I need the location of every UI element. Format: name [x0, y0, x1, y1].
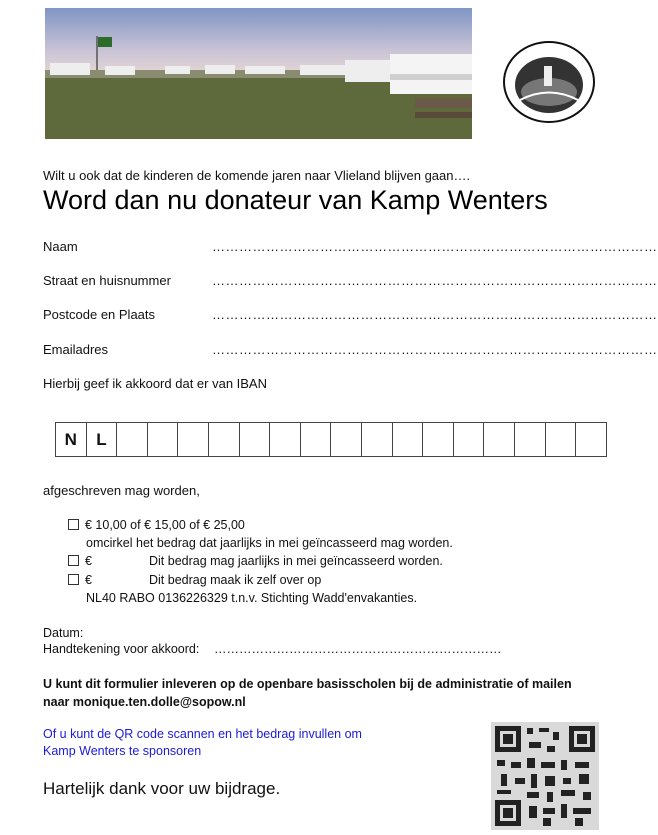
option-custom-euro: € — [85, 554, 92, 568]
iban-cell[interactable] — [576, 423, 607, 457]
wadden-vakanties-logo — [490, 30, 608, 130]
handtekening-line[interactable]: …………………………………………………………… — [214, 642, 502, 656]
option-fixed-label: € 10,00 of € 15,00 of € 25,00 — [85, 518, 245, 532]
iban-cell[interactable] — [484, 423, 515, 457]
iban-cell[interactable] — [392, 423, 423, 457]
option-transfer — [68, 573, 92, 587]
field-label-straat: Straat en huisnummer — [43, 273, 171, 288]
iban-cell[interactable] — [147, 423, 178, 457]
iban-cell[interactable] — [545, 423, 576, 457]
iban-cell[interactable] — [300, 423, 331, 457]
option-fixed-checkbox[interactable] — [68, 519, 79, 530]
field-line-email[interactable]: ……………………………………………………………………………………… — [212, 342, 658, 357]
iban-cell[interactable] — [514, 423, 545, 457]
iban-intro: Hierbij geef ik akkoord dat er van IBAN — [43, 376, 267, 391]
afgeschreven-text: afgeschreven mag worden, — [43, 483, 200, 498]
option-fixed-sub: omcirkel het bedrag dat jaarlijks in mei geïncasseerd mag worden. — [86, 536, 453, 550]
iban-cell: L — [86, 423, 117, 457]
option-transfer-euro: € — [85, 573, 92, 587]
datum-label: Datum: — [43, 626, 84, 640]
qr-text-line1: Of u kunt de QR code scannen en het bedrag invullen om — [43, 727, 362, 741]
qr-code[interactable] — [491, 722, 599, 830]
option-custom-amount — [68, 554, 92, 568]
iban-cell: N — [56, 423, 87, 457]
intro-text: Wilt u ook dat de kinderen de komende jaren naar Vlieland blijven gaan…. — [43, 168, 471, 183]
field-line-postcode[interactable]: ……………………………………………………………………………………… — [212, 307, 658, 322]
field-label-email: Emailadres — [43, 342, 109, 357]
option-transfer-sub: NL40 RABO 0136226329 t.n.v. Stichting Wadd'envakanties. — [86, 591, 418, 605]
option-custom-checkbox[interactable] — [68, 555, 79, 566]
iban-cell[interactable] — [178, 423, 209, 457]
option-transfer-label: Dit bedrag maak ik zelf over op — [149, 573, 322, 587]
iban-cell[interactable] — [239, 423, 270, 457]
iban-cell[interactable] — [361, 423, 392, 457]
iban-cell[interactable] — [117, 423, 148, 457]
iban-cell[interactable] — [331, 423, 362, 457]
camp-panorama-photo — [45, 8, 472, 139]
handtekening-label: Handtekening voor akkoord: — [43, 642, 200, 656]
field-label-naam: Naam — [43, 239, 78, 254]
iban-cell[interactable] — [423, 423, 454, 457]
qr-text-line2: Kamp Wenters te sponsoren — [43, 744, 202, 758]
page-title: Word dan nu donateur van Kamp Wenters — [43, 185, 548, 215]
iban-cell[interactable] — [208, 423, 239, 457]
iban-cell[interactable] — [453, 423, 484, 457]
iban-grid — [55, 422, 607, 457]
thanks-text: Hartelijk dank voor uw bijdrage. — [43, 779, 281, 798]
option-transfer-checkbox[interactable] — [68, 574, 79, 585]
option-custom-label: Dit bedrag mag jaarlijks in mei geïncasseerd worden. — [149, 554, 443, 568]
field-label-postcode: Postcode en Plaats — [43, 307, 156, 322]
iban-cell[interactable] — [270, 423, 301, 457]
submission-notice: U kunt dit formulier inleveren op de openbare basisscholen bij de administratie of mailen naar monique.ten.dolle@sopow.nl — [43, 677, 572, 709]
field-line-straat[interactable]: ……………………………………………………………………………………… — [212, 273, 658, 288]
field-line-naam[interactable]: ……………………………………………………………………………………… — [212, 239, 658, 254]
option-fixed-amount — [68, 518, 245, 532]
